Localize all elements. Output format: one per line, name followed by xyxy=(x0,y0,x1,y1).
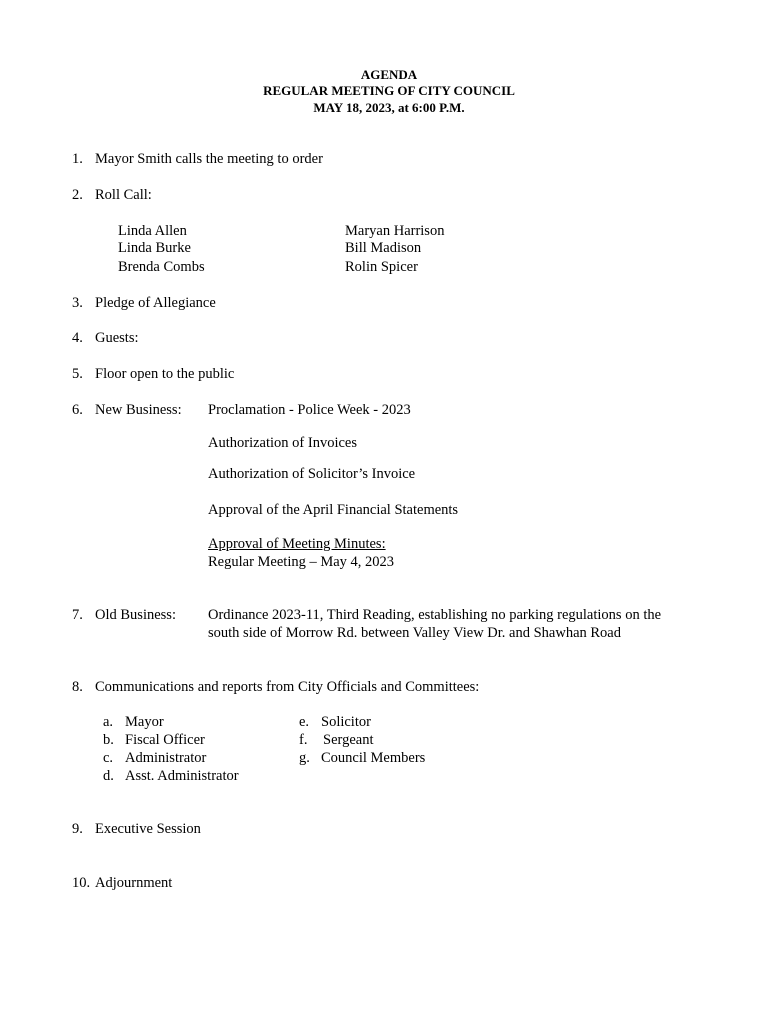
report-label: Asst. Administrator xyxy=(125,768,239,784)
new-business-item-heading: Approval of Meeting Minutes: xyxy=(208,536,386,552)
report-label: Sergeant xyxy=(323,732,374,748)
roll-call-name: Linda Allen xyxy=(118,223,187,239)
item-1-text: Mayor Smith calls the meeting to order xyxy=(95,151,323,167)
report-label: Solicitor xyxy=(321,714,371,730)
item-9-number: 9. xyxy=(72,821,83,837)
item-6-text: New Business: xyxy=(95,402,182,418)
report-letter: c. xyxy=(103,750,114,766)
new-business-item: Authorization of Invoices xyxy=(208,435,357,451)
old-business-line: Ordinance 2023-11, Third Reading, establishing no parking regulations on the xyxy=(208,607,662,623)
item-7-number: 7. xyxy=(72,607,83,623)
roll-call-name: Rolin Spicer xyxy=(345,259,418,275)
item-3-text: Pledge of Allegiance xyxy=(95,295,216,311)
item-8-number: 8. xyxy=(72,679,83,695)
item-4-text: Guests: xyxy=(95,330,139,346)
report-label: Administrator xyxy=(125,750,207,766)
report-letter: e. xyxy=(299,714,310,730)
roll-call-name: Linda Burke xyxy=(118,240,191,256)
meeting-date: MAY 18, 2023, at 6:00 P.M. xyxy=(313,100,465,115)
item-7-text: Old Business: xyxy=(95,607,176,623)
item-2-text: Roll Call: xyxy=(95,187,152,203)
item-6-number: 6. xyxy=(72,402,83,418)
item-4-number: 4. xyxy=(72,330,83,346)
item-10-text: Adjournment xyxy=(95,875,173,891)
report-letter: b. xyxy=(103,732,114,748)
report-letter: g. xyxy=(299,750,310,766)
old-business-line: south side of Morrow Rd. between Valley View Dr. and Shawhan Road xyxy=(208,625,621,641)
report-letter: f. xyxy=(299,732,308,748)
item-3-number: 3. xyxy=(72,295,83,311)
item-10-number: 10. xyxy=(72,875,91,891)
roll-call-name: Brenda Combs xyxy=(118,259,205,275)
roll-call-name: Bill Madison xyxy=(345,240,422,256)
item-8-text: Communications and reports from City Officials and Committees: xyxy=(95,679,480,695)
agenda-title: AGENDA xyxy=(360,67,418,82)
report-letter: a. xyxy=(103,714,114,730)
report-label: Fiscal Officer xyxy=(125,732,205,748)
meeting-title: REGULAR MEETING OF CITY COUNCIL xyxy=(263,83,515,98)
report-letter: d. xyxy=(103,768,114,784)
report-label: Council Members xyxy=(321,750,426,766)
roll-call-name: Maryan Harrison xyxy=(345,223,445,239)
item-5-text: Floor open to the public xyxy=(95,366,235,382)
new-business-item: Proclamation - Police Week - 2023 xyxy=(208,402,411,418)
new-business-item: Approval of the April Financial Statements xyxy=(208,502,459,518)
item-1-number: 1. xyxy=(72,151,83,167)
report-label: Mayor xyxy=(125,714,164,730)
new-business-item: Regular Meeting – May 4, 2023 xyxy=(208,554,395,570)
item-9-text: Executive Session xyxy=(95,821,201,837)
item-5-number: 5. xyxy=(72,366,83,382)
new-business-item: Authorization of Solicitor’s Invoice xyxy=(208,466,416,482)
item-2-number: 2. xyxy=(72,187,83,203)
